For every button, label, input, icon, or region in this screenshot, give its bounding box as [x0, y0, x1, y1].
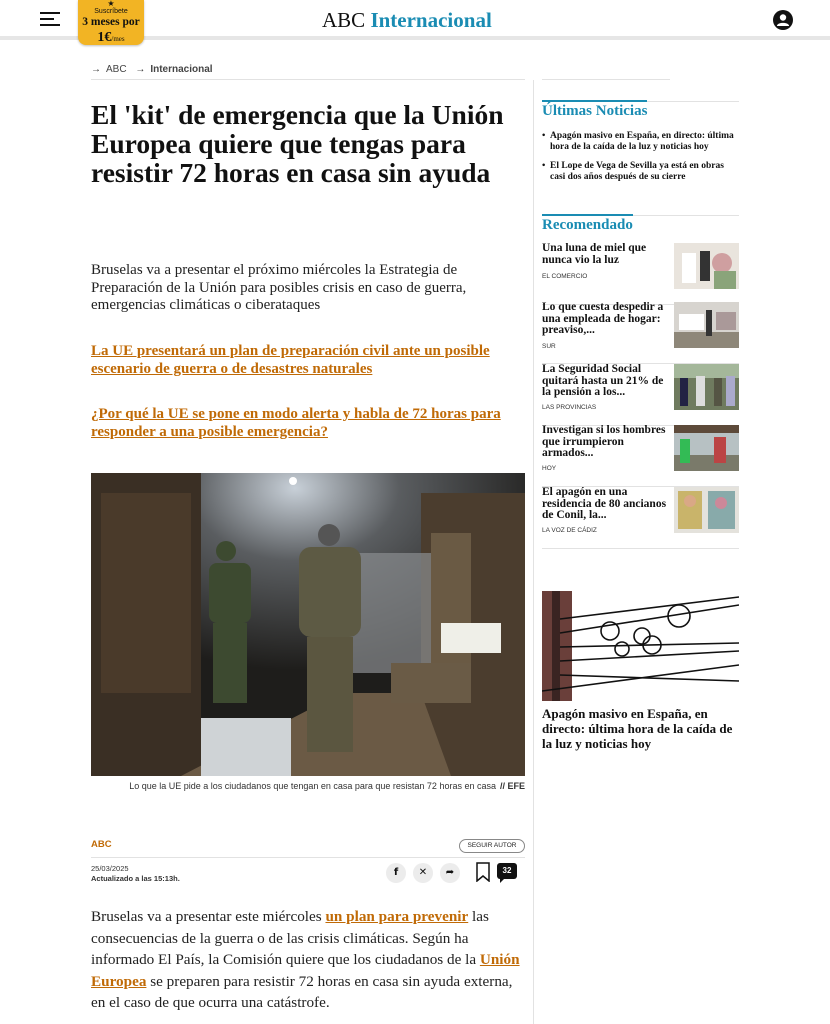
menu-icon[interactable]	[40, 12, 60, 28]
article-photo	[91, 473, 525, 776]
subscribe-badge[interactable]	[78, 0, 144, 45]
logo-abc: ABC	[322, 8, 366, 32]
featured-article-title[interactable]: Apagón masivo en España, en directo: última hora de la caída de la luz y noticias hoy	[542, 706, 733, 751]
share-icon[interactable]: ➦	[440, 863, 460, 883]
arrow-right-icon: →	[91, 64, 101, 75]
related-link-1[interactable]: La UE presentará un plan de preparación civil ante un posible escenario de guerra o de desastres naturales	[91, 343, 490, 377]
facebook-icon[interactable]: f	[386, 863, 406, 883]
thumbnail-image	[674, 487, 739, 533]
photo-caption	[91, 781, 525, 791]
top-bar	[0, 0, 830, 45]
recommended-item[interactable]	[542, 487, 739, 549]
recommended-item[interactable]	[542, 364, 739, 426]
recommended-item-title: El apagón en una residencia de 80 ancianos de Conil, la...	[542, 486, 667, 521]
latest-news-list	[542, 131, 738, 191]
latest-news-heading[interactable]	[542, 103, 647, 120]
body-text: las consecuencias de la guerra o de las crisis climáticas. Según ha informado El País, la Comisión quiere que los ciudadanos de la	[91, 908, 489, 968]
follow-author-button[interactable]: SEGUIR AUTOR	[459, 839, 525, 853]
user-account-icon[interactable]	[773, 10, 793, 30]
publish-date	[91, 864, 180, 884]
latest-news-item[interactable]: • El Lope de Vega de Sevilla ya está en obras casi dos años después de su cierre	[542, 161, 738, 183]
latest-news-item[interactable]: • Apagón masivo en España, en directo: última hora de la caída de la luz y noticias hoy	[542, 131, 738, 153]
recommended-item[interactable]	[542, 302, 739, 364]
body-link-ue[interactable]: Unión Europea	[91, 951, 520, 990]
recommended-item[interactable]	[542, 243, 739, 305]
page-title: El 'kit' de emergencia que la Unión Europea quiere que tengas para resistir 72 horas en casa sin ayuda	[91, 99, 504, 188]
breadcrumb-section[interactable]: Internacional	[150, 64, 213, 75]
star-icon: ★	[107, 0, 115, 8]
arrow-right-icon: →	[135, 64, 146, 75]
x-icon[interactable]: ✕	[413, 863, 433, 883]
caption-credit: // EFE	[499, 781, 525, 791]
subscribe-label: Suscríbete	[94, 8, 128, 15]
heading-accent	[542, 214, 633, 216]
thumbnail-image	[674, 302, 739, 348]
bookmark-icon[interactable]	[476, 862, 490, 882]
body-text: se preparen para resistir 72 horas en casa sin ayuda externa, en el caso de que ocurra una catástrofe.	[91, 972, 513, 1011]
divider	[542, 79, 670, 80]
recommended-item-title: La Seguridad Social quitará hasta un 21% de la pensión a los...	[542, 363, 664, 398]
recommended-item-title: Lo que cuesta despedir a una empleada de hogar: preaviso,...	[542, 301, 664, 336]
recommended-item-title: Investigan si los hombres que irrumpieron armados...	[542, 424, 666, 459]
subscribe-offer: 3 meses por	[82, 16, 140, 28]
column-divider	[533, 80, 534, 1024]
recommended-item-source: LA VOZ DE CÁDIZ	[542, 527, 597, 534]
thumbnail-image	[674, 425, 739, 471]
site-logo[interactable]	[322, 8, 492, 33]
author-link[interactable]: ABC	[91, 839, 112, 850]
recommended-title: Recomendado	[542, 217, 633, 233]
recommended-heading	[542, 217, 633, 234]
recommended-item-source: SUR	[542, 343, 556, 350]
thumbnail-image	[674, 364, 739, 410]
body-link-plan[interactable]: un plan para prevenir	[325, 908, 469, 925]
logo-section: Internacional	[370, 8, 492, 32]
comments-count[interactable]: 32	[497, 863, 517, 879]
recommended-item-source: HOY	[542, 465, 557, 472]
caption-text: Lo que la UE pide a los ciudadanos que tengan en casa para que resistan 72 horas en casa	[129, 781, 496, 791]
article-body	[91, 906, 523, 1014]
recommended-item-title: Una luna de miel que nunca vio la luz	[542, 242, 647, 266]
related-link-2[interactable]: ¿Por qué la UE se pone en modo alerta y habla de 72 horas para responder a una posible emergencia?	[91, 406, 501, 440]
article-subtitle: Bruselas va a presentar el próximo miércoles la Estrategia de Preparación de la Unión para posibles crisis en caso de guerra, emergencias climáticas o ciberataques	[91, 262, 467, 313]
latest-news-title: Últimas Noticias	[542, 103, 648, 119]
breadcrumb	[91, 64, 525, 80]
heading-accent	[542, 100, 647, 102]
breadcrumb-home[interactable]: ABC	[106, 64, 127, 75]
updated-text: Actualizado a las 15:13h.	[91, 874, 180, 883]
date-text: 25/03/2025	[91, 864, 129, 873]
divider	[91, 857, 525, 858]
recommended-item[interactable]	[542, 425, 739, 487]
recommended-item-source: EL COMERCIO	[542, 273, 588, 280]
body-text: Bruselas va a presentar este miércoles	[91, 908, 326, 925]
subscribe-unit: /mes	[111, 35, 125, 43]
thumbnail-image	[674, 243, 739, 289]
featured-image[interactable]	[542, 591, 739, 701]
recommended-item-source: LAS PROVINCIAS	[542, 404, 597, 411]
subscribe-price: 1€	[97, 30, 112, 45]
